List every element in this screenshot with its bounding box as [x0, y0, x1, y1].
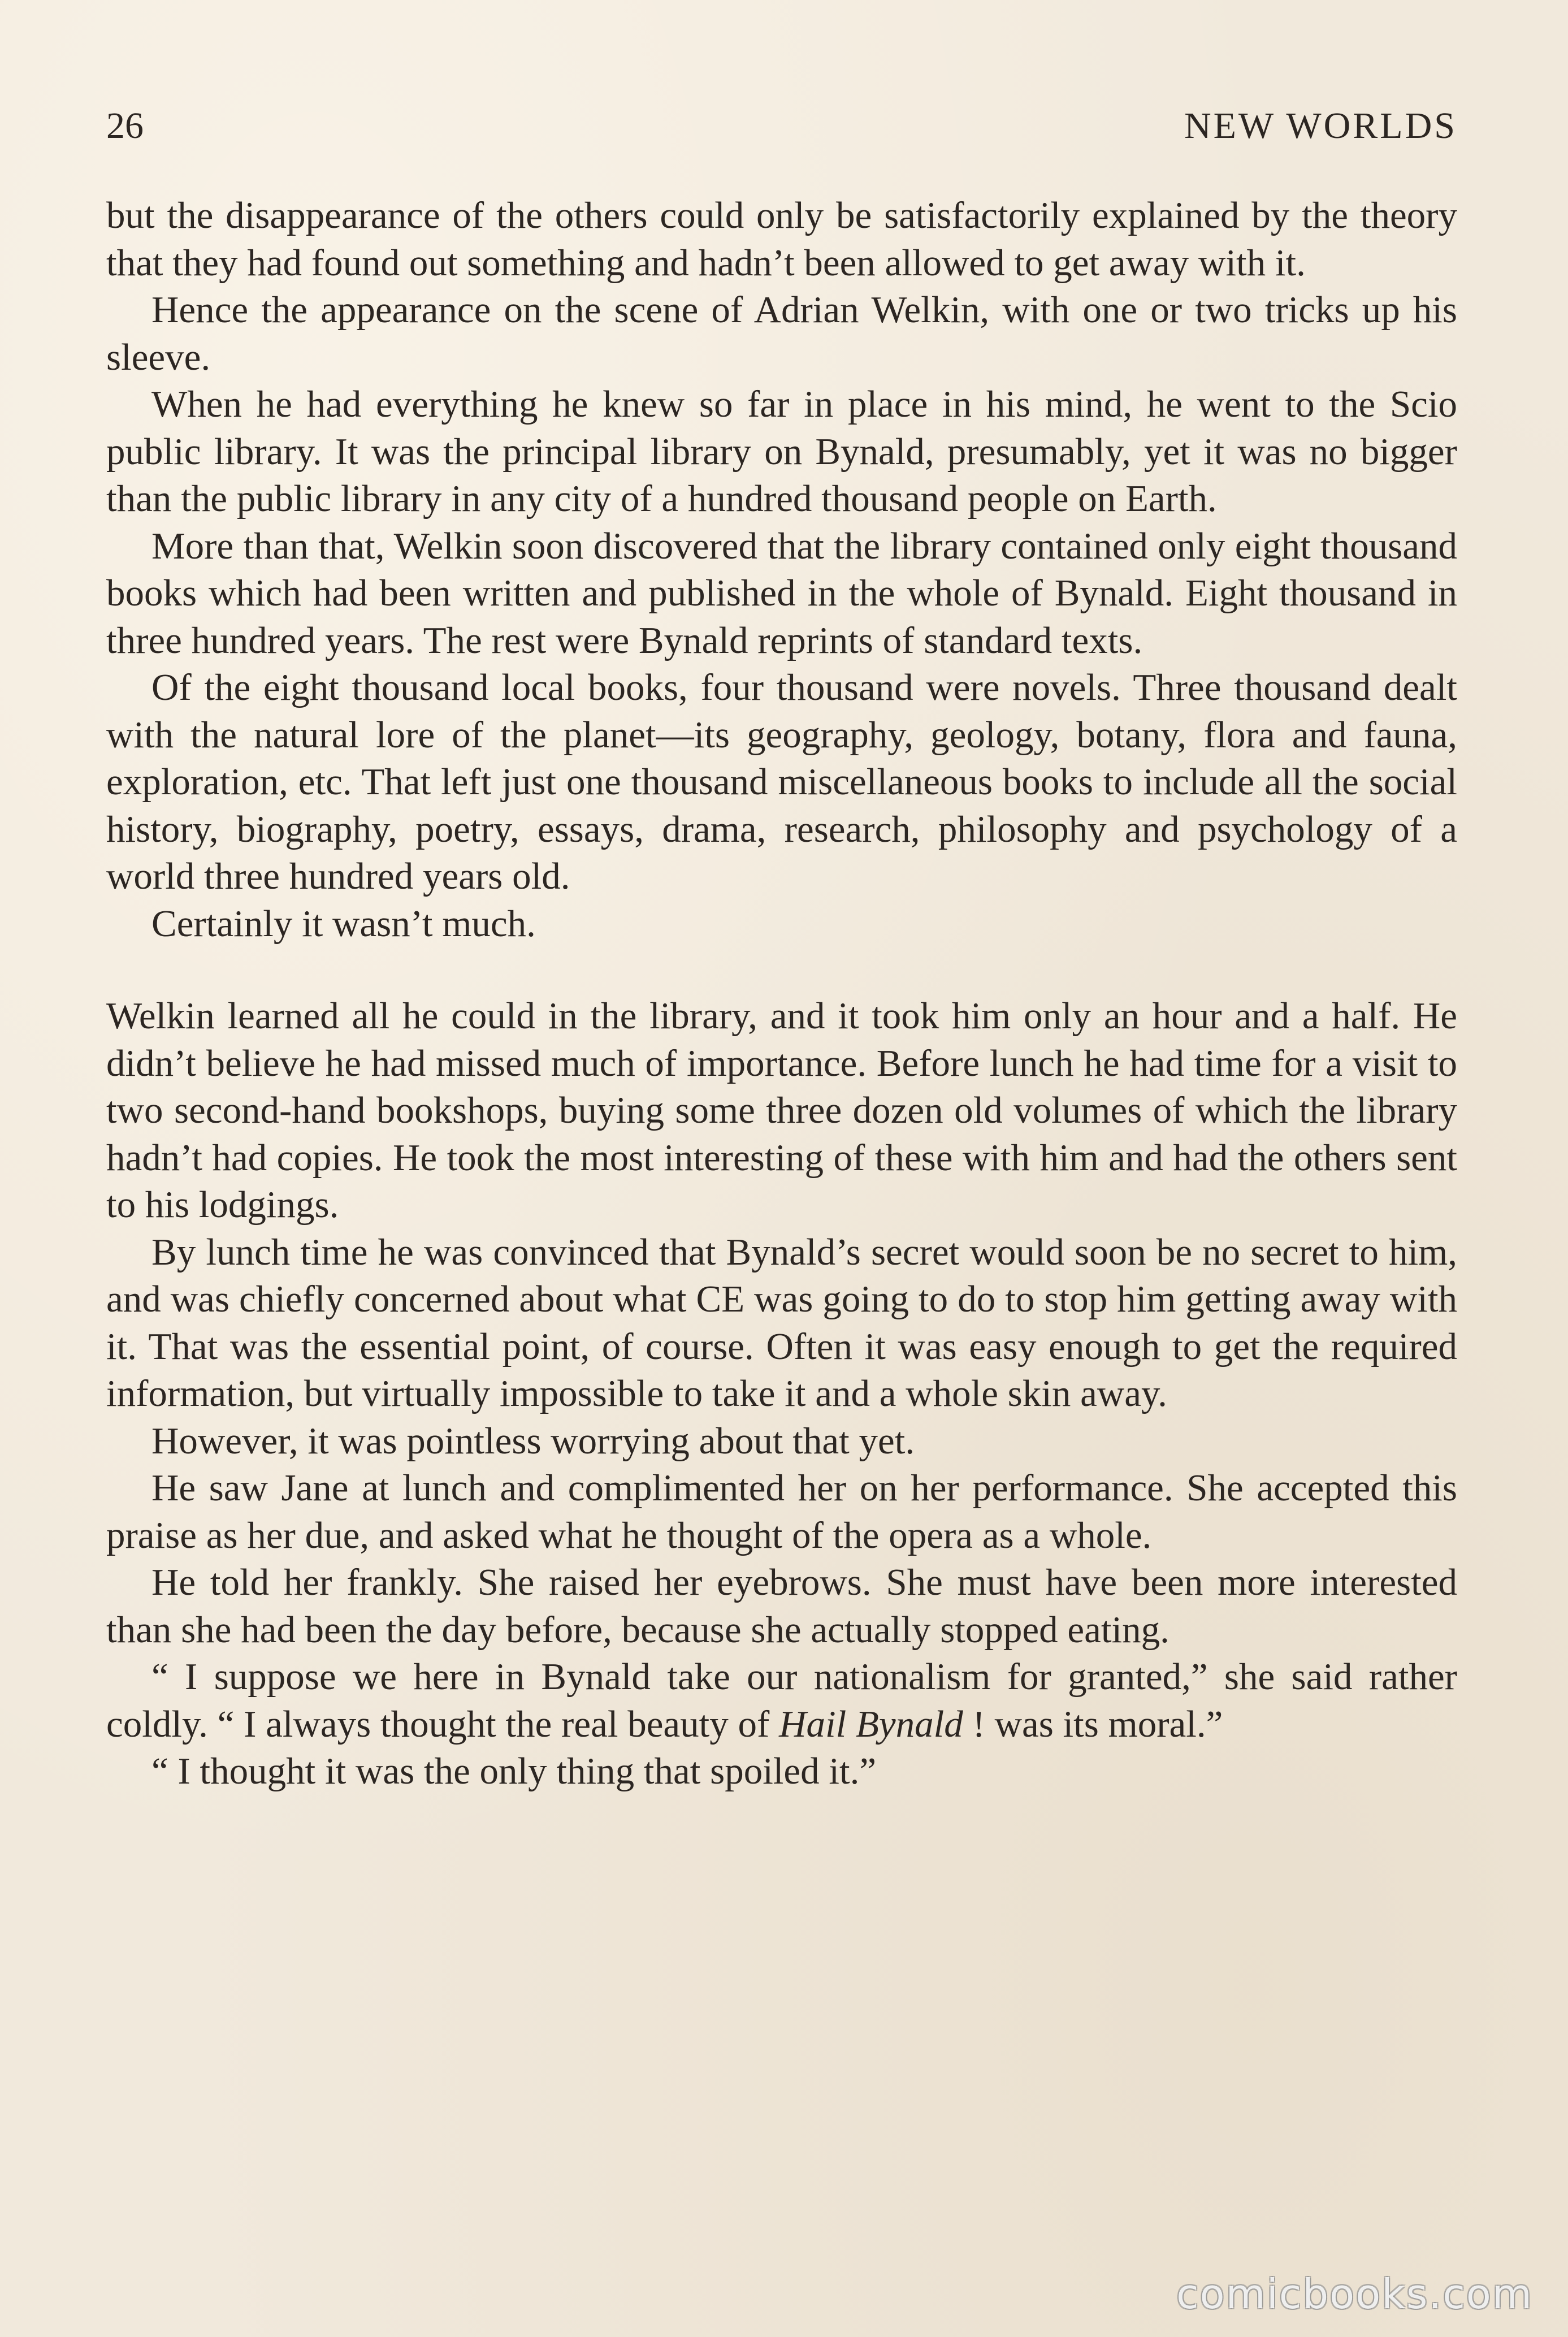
paragraph-12-end: ! was its moral.” [963, 1703, 1223, 1745]
paragraph-5: Of the eight thousand local books, four thousand were novels. Three thousand dealt with the natural lore of the planet—its geography, geology, botany, flora and fauna, exploration, etc. That left just one thousand miscellaneous books to include all the social history, biography, poetry, essays, drama, research, philosophy and psychology of a world three hundred years old. [106, 667, 1457, 897]
paragraph-4: More than that, Welkin soon discovered that the library contained only eight thousand books which had been written and published in the whole of Bynald. Eight thousand in three hundred years. The rest were Bynald reprints of standard texts. [106, 525, 1457, 661]
paragraph-10: He saw Jane at lunch and complimented her on her performance. She accepted this praise as her due, and asked what he thought of the opera as a whole. [106, 1467, 1457, 1556]
paragraph-3: When he had everything he knew so far in place in his mind, he went to the Scio public library. It was the principal library on Bynald, presumably, yet it was no bigger than the public library in any city of a hundred thousand people on Earth. [106, 383, 1457, 520]
opera-title: Hail Bynald [779, 1703, 963, 1745]
paragraph-6: Certainly it wasn’t much. [151, 902, 536, 945]
paragraph-13: “ I thought it was the only thing that spoiled it.” [151, 1750, 877, 1792]
paragraph-12 [106, 1654, 1457, 1748]
paragraph-8: By lunch time he was convinced that Bynald’s secret would soon be no secret to him, and was chiefly concerned about what CE was going to do to stop him getting away with it. That was the essential point, of course. Often it was easy enough to get the required information, but virtually impossible to take it and a whole skin away. [106, 1231, 1457, 1414]
running-head [106, 101, 1457, 152]
paragraph-1: but the disappearance of the others could only be satisfactorily explained by the theory that they had found out something and hadn’t been allowed to get away with it. [106, 194, 1457, 284]
running-title: NEW WORLDS [1184, 105, 1457, 146]
body-text [106, 192, 1457, 1795]
paragraph-11: He told her frankly. She raised her eyebrows. She must have been more interested than she had been the day before, because she actually stopped eating. [106, 1561, 1457, 1651]
paragraph-9: However, it was pointless worrying about that yet. [151, 1419, 915, 1462]
watermark: comicbooks.com [1176, 2270, 1533, 2318]
paragraph-12-start: “ I suppose we here in Bynald take our nationalism for granted,” she said rather coldly. “ I always thought the real beauty of [106, 1656, 1457, 1745]
page-number: 26 [106, 105, 144, 146]
paragraph-7: Welkin learned all he could in the library, and it took him only an hour and a half. He didn’t believe he had missed much of importance. Before lunch he had time for a visit to two second-hand bookshops, buying some three dozen old volumes of which the library hadn’t had copies. He took the most interesting of these with him and had the others sent to his lodgings. [106, 995, 1457, 1226]
paragraph-2: Hence the appearance on the scene of Adrian Welkin, with one or two tricks up his sleeve. [106, 289, 1457, 378]
